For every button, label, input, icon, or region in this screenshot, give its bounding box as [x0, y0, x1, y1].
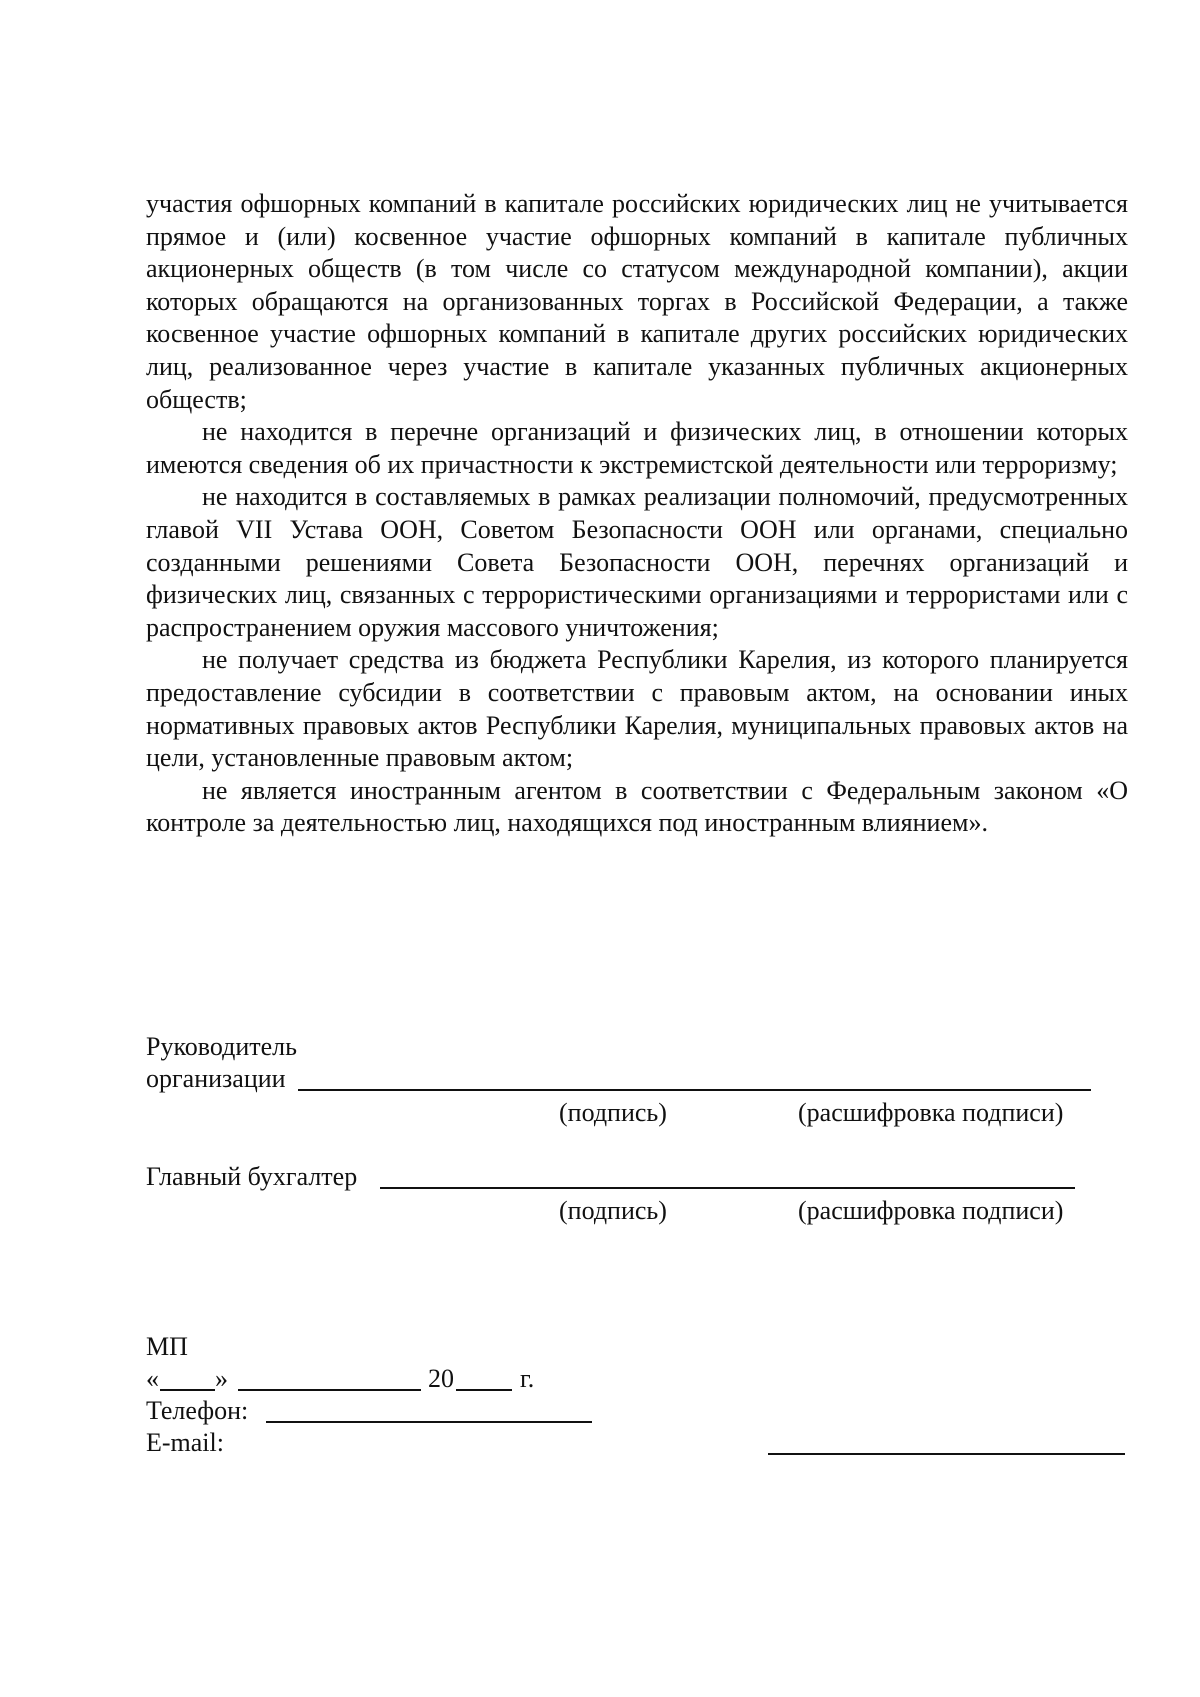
- date-month-line[interactable]: [238, 1389, 421, 1391]
- email-label: E-mail:: [146, 1428, 224, 1457]
- paragraph-un-sanctions-list: не находится в составляемых в рамках реализации полномочий, предусмотренных главой VII Устава ООН, Советом Безопасности ООН или органами, специально созданными решениями Совета Безопасности ООН, перечнях организаций и физических лиц, связанных с террористическими организациями и террористами или с распространением оружия массового уничтожения;: [146, 482, 1128, 642]
- paragraph-budget-funds: не получает средства из бюджета Республики Карелия, из которого планируется предоставление субсидии в соответствии с правовым актом, на основании иных нормативных правовых актов Республики Карелия, муниципальных правовых актов на цели, установленные правовым актом;: [146, 645, 1128, 773]
- paragraph-foreign-agent: не является иностранным агентом в соответствии с Федеральным законом «О контроле за деятельностью лиц, находящихся под иностранным влиянием».: [146, 775, 1128, 838]
- chief-accountant-signature-caption: (подпись): [559, 1196, 667, 1225]
- date-open-quote: «: [146, 1364, 159, 1393]
- date-year-line[interactable]: [456, 1389, 512, 1391]
- date-day-line[interactable]: [160, 1389, 215, 1391]
- phone-label: Телефон:: [146, 1396, 249, 1425]
- document-body: [146, 188, 1128, 840]
- chief-accountant-signature-line[interactable]: [380, 1187, 1075, 1189]
- head-decoding-caption: (расшифровка подписи): [798, 1098, 1064, 1127]
- chief-accountant-label: Главный бухгалтер: [146, 1162, 358, 1191]
- head-title-line2: организации: [146, 1064, 286, 1093]
- head-signature-caption: (подпись): [559, 1098, 667, 1127]
- date-close-quote: »: [215, 1364, 228, 1393]
- date-year-suffix: г.: [520, 1364, 535, 1393]
- email-line[interactable]: [768, 1453, 1125, 1455]
- head-signature-line[interactable]: [298, 1089, 1091, 1091]
- paragraph-extremism-list: не находится в перечне организаций и физических лиц, в отношении которых имеются сведения об их причастности к экстремистской деятельности или терроризму;: [146, 417, 1128, 479]
- head-title-line1: Руководитель: [146, 1032, 297, 1061]
- paragraph-offshore-participation: участия офшорных компаний в капитале российских юридических лиц не учитывается прямое и (или) косвенное участие офшорных компаний в капитале публичных акционерных обществ (в том числе со статусом международной компании), акции которых обращаются на организованных торгах в Российской Федерации, а также косвенное участие офшорных компаний в капитале других российских юридических лиц, реализованное через участие в капитале указанных публичных акционерных обществ;: [146, 189, 1128, 414]
- phone-line[interactable]: [266, 1421, 592, 1423]
- date-year-prefix: 20: [428, 1364, 454, 1393]
- stamp-label: МП: [146, 1332, 188, 1361]
- chief-accountant-decoding-caption: (расшифровка подписи): [798, 1196, 1064, 1225]
